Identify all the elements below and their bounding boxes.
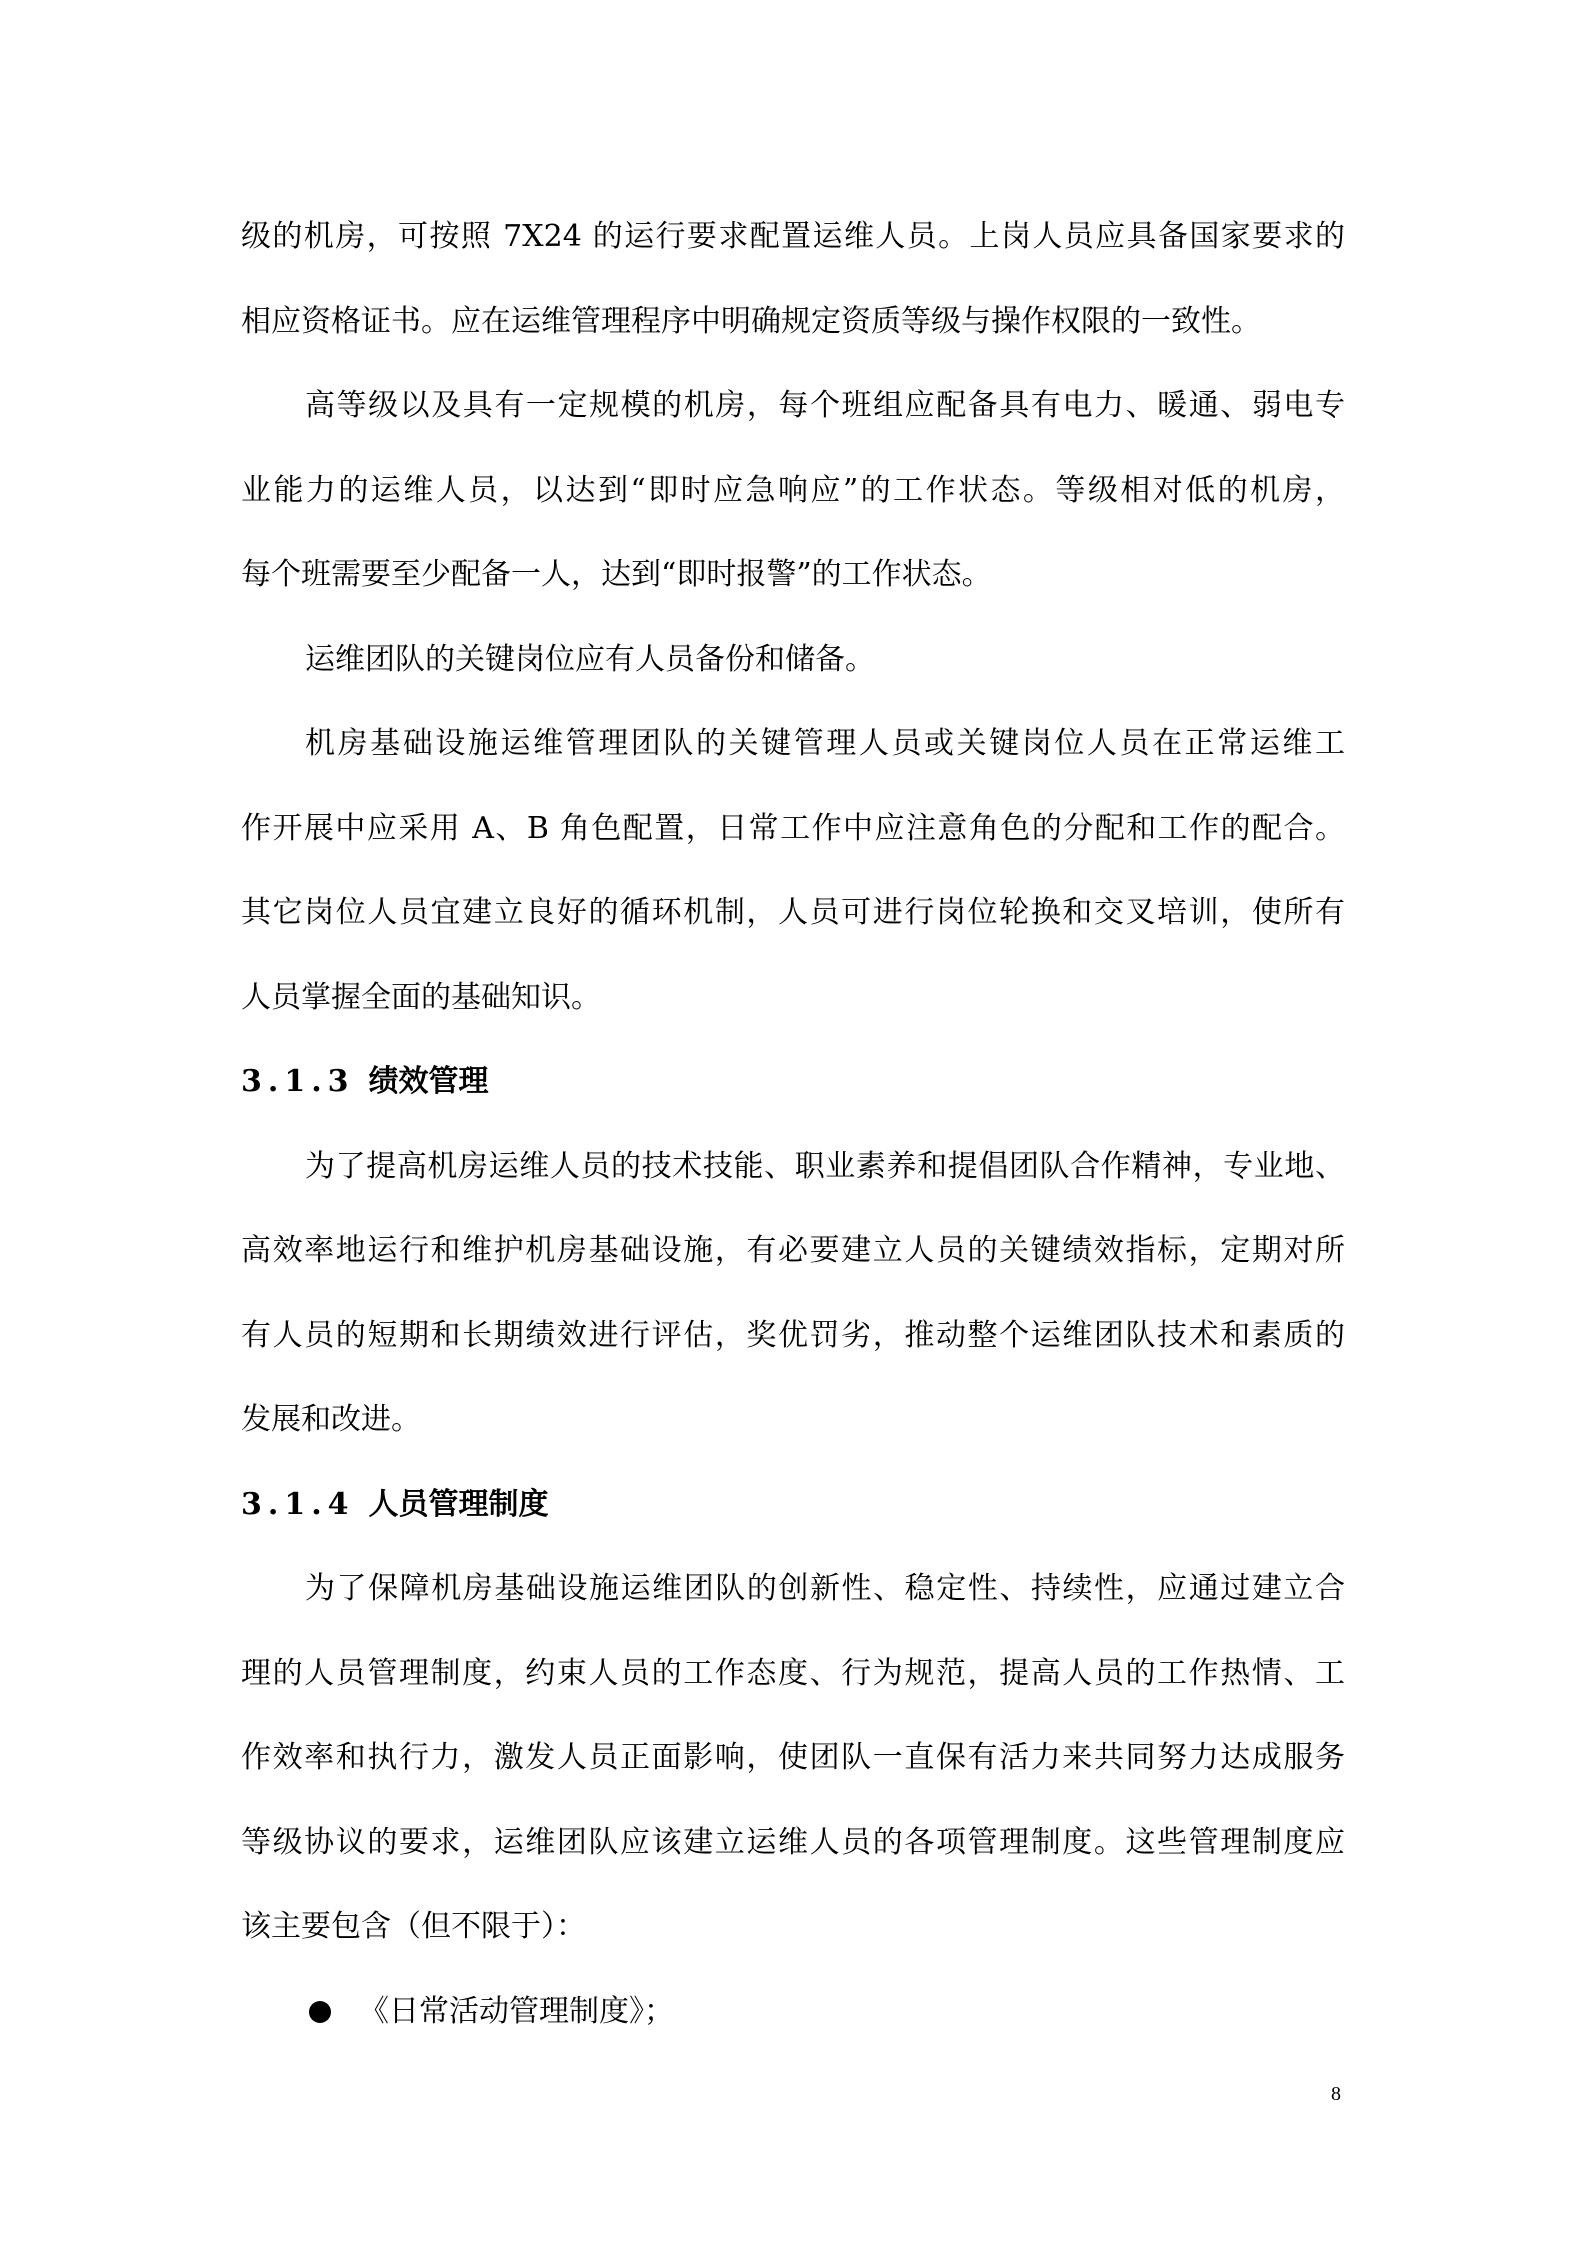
paragraph-line: 等级协议的要求，运维团队应该建立运维人员的各项管理制度。这些管理制度应: [241, 1824, 1345, 1860]
paragraph-line: 高效率地运行和维护机房基础设施，有必要建立人员的关键绩效指标，定期对所: [241, 1233, 1345, 1268]
paragraph-line: 为了提高机房运维人员的技术技能、职业素养和提倡团队合作精神，专业地、: [305, 1148, 1345, 1184]
paragraph-line: 级的机房，可按照 7X24 的运行要求配置运维人员。上岗人员应具备国家要求的: [241, 219, 1345, 254]
page-content: [241, 195, 1345, 2054]
section-heading-3-1-4: [241, 1463, 1345, 1548]
paragraph-line: 机房基础设施运维管理团队的关键管理人员或关键岗位人员在正常运维工: [305, 726, 1345, 761]
page-number: 8: [1331, 2083, 1341, 2105]
paragraph-line: 业能力的运维人员，以达到“即时应急响应”的工作状态。等级相对低的机房，: [241, 472, 1345, 508]
paragraph-line: 相应资格证书。应在运维管理程序中明确规定资质等级与操作权限的一致性。: [241, 303, 1261, 339]
paragraph-line: 人员掌握全面的基础知识。: [241, 979, 601, 1015]
paragraph-line: 每个班需要至少配备一人，达到“即时报警”的工作状态。: [241, 557, 992, 592]
paragraph-line: 有人员的短期和长期绩效进行评估，奖优罚劣，推动整个运维团队技术和素质的: [241, 1317, 1345, 1353]
paragraph-line: 发展和改进。: [241, 1402, 421, 1437]
bullet-icon: [309, 2001, 331, 2023]
paragraph-line: 该主要包含（但不限于）：: [241, 1909, 586, 1944]
paragraph-line: 其它岗位人员宜建立良好的循环机制，人员可进行岗位轮换和交叉培训，使所有: [241, 895, 1345, 930]
section-number: 3.1.4: [241, 1486, 355, 1522]
list-item: [241, 1970, 1345, 2055]
paragraph-line: 高等级以及具有一定规模的机房，每个班组应配备具有电力、暖通、弱电专: [305, 388, 1345, 423]
list-item-text: 《日常活动管理制度》；: [359, 1993, 674, 2029]
section-heading-3-1-3: [241, 1040, 1345, 1125]
paragraph-line: 理的人员管理制度，约束人员的工作态度、行为规范，提高人员的工作热情、工: [241, 1655, 1345, 1691]
paragraph-line: 为了保障机房基础设施运维团队的创新性、稳定性、持续性，应通过建立合: [305, 1571, 1345, 1606]
section-number: 3.1.3: [241, 1064, 355, 1099]
paragraph-line: 作效率和执行力，激发人员正面影响，使团队一直保有活力来共同努力达成服务: [241, 1740, 1345, 1775]
paragraph-line: 作开展中应采用 A、B 角色配置，日常工作中应注意角色的分配和工作的配合。: [241, 810, 1345, 846]
section-title: 绩效管理: [368, 1064, 489, 1099]
section-title: 人员管理制度: [368, 1486, 549, 1522]
paragraph-line: 运维团队的关键岗位应有人员备份和储备。: [305, 641, 875, 677]
